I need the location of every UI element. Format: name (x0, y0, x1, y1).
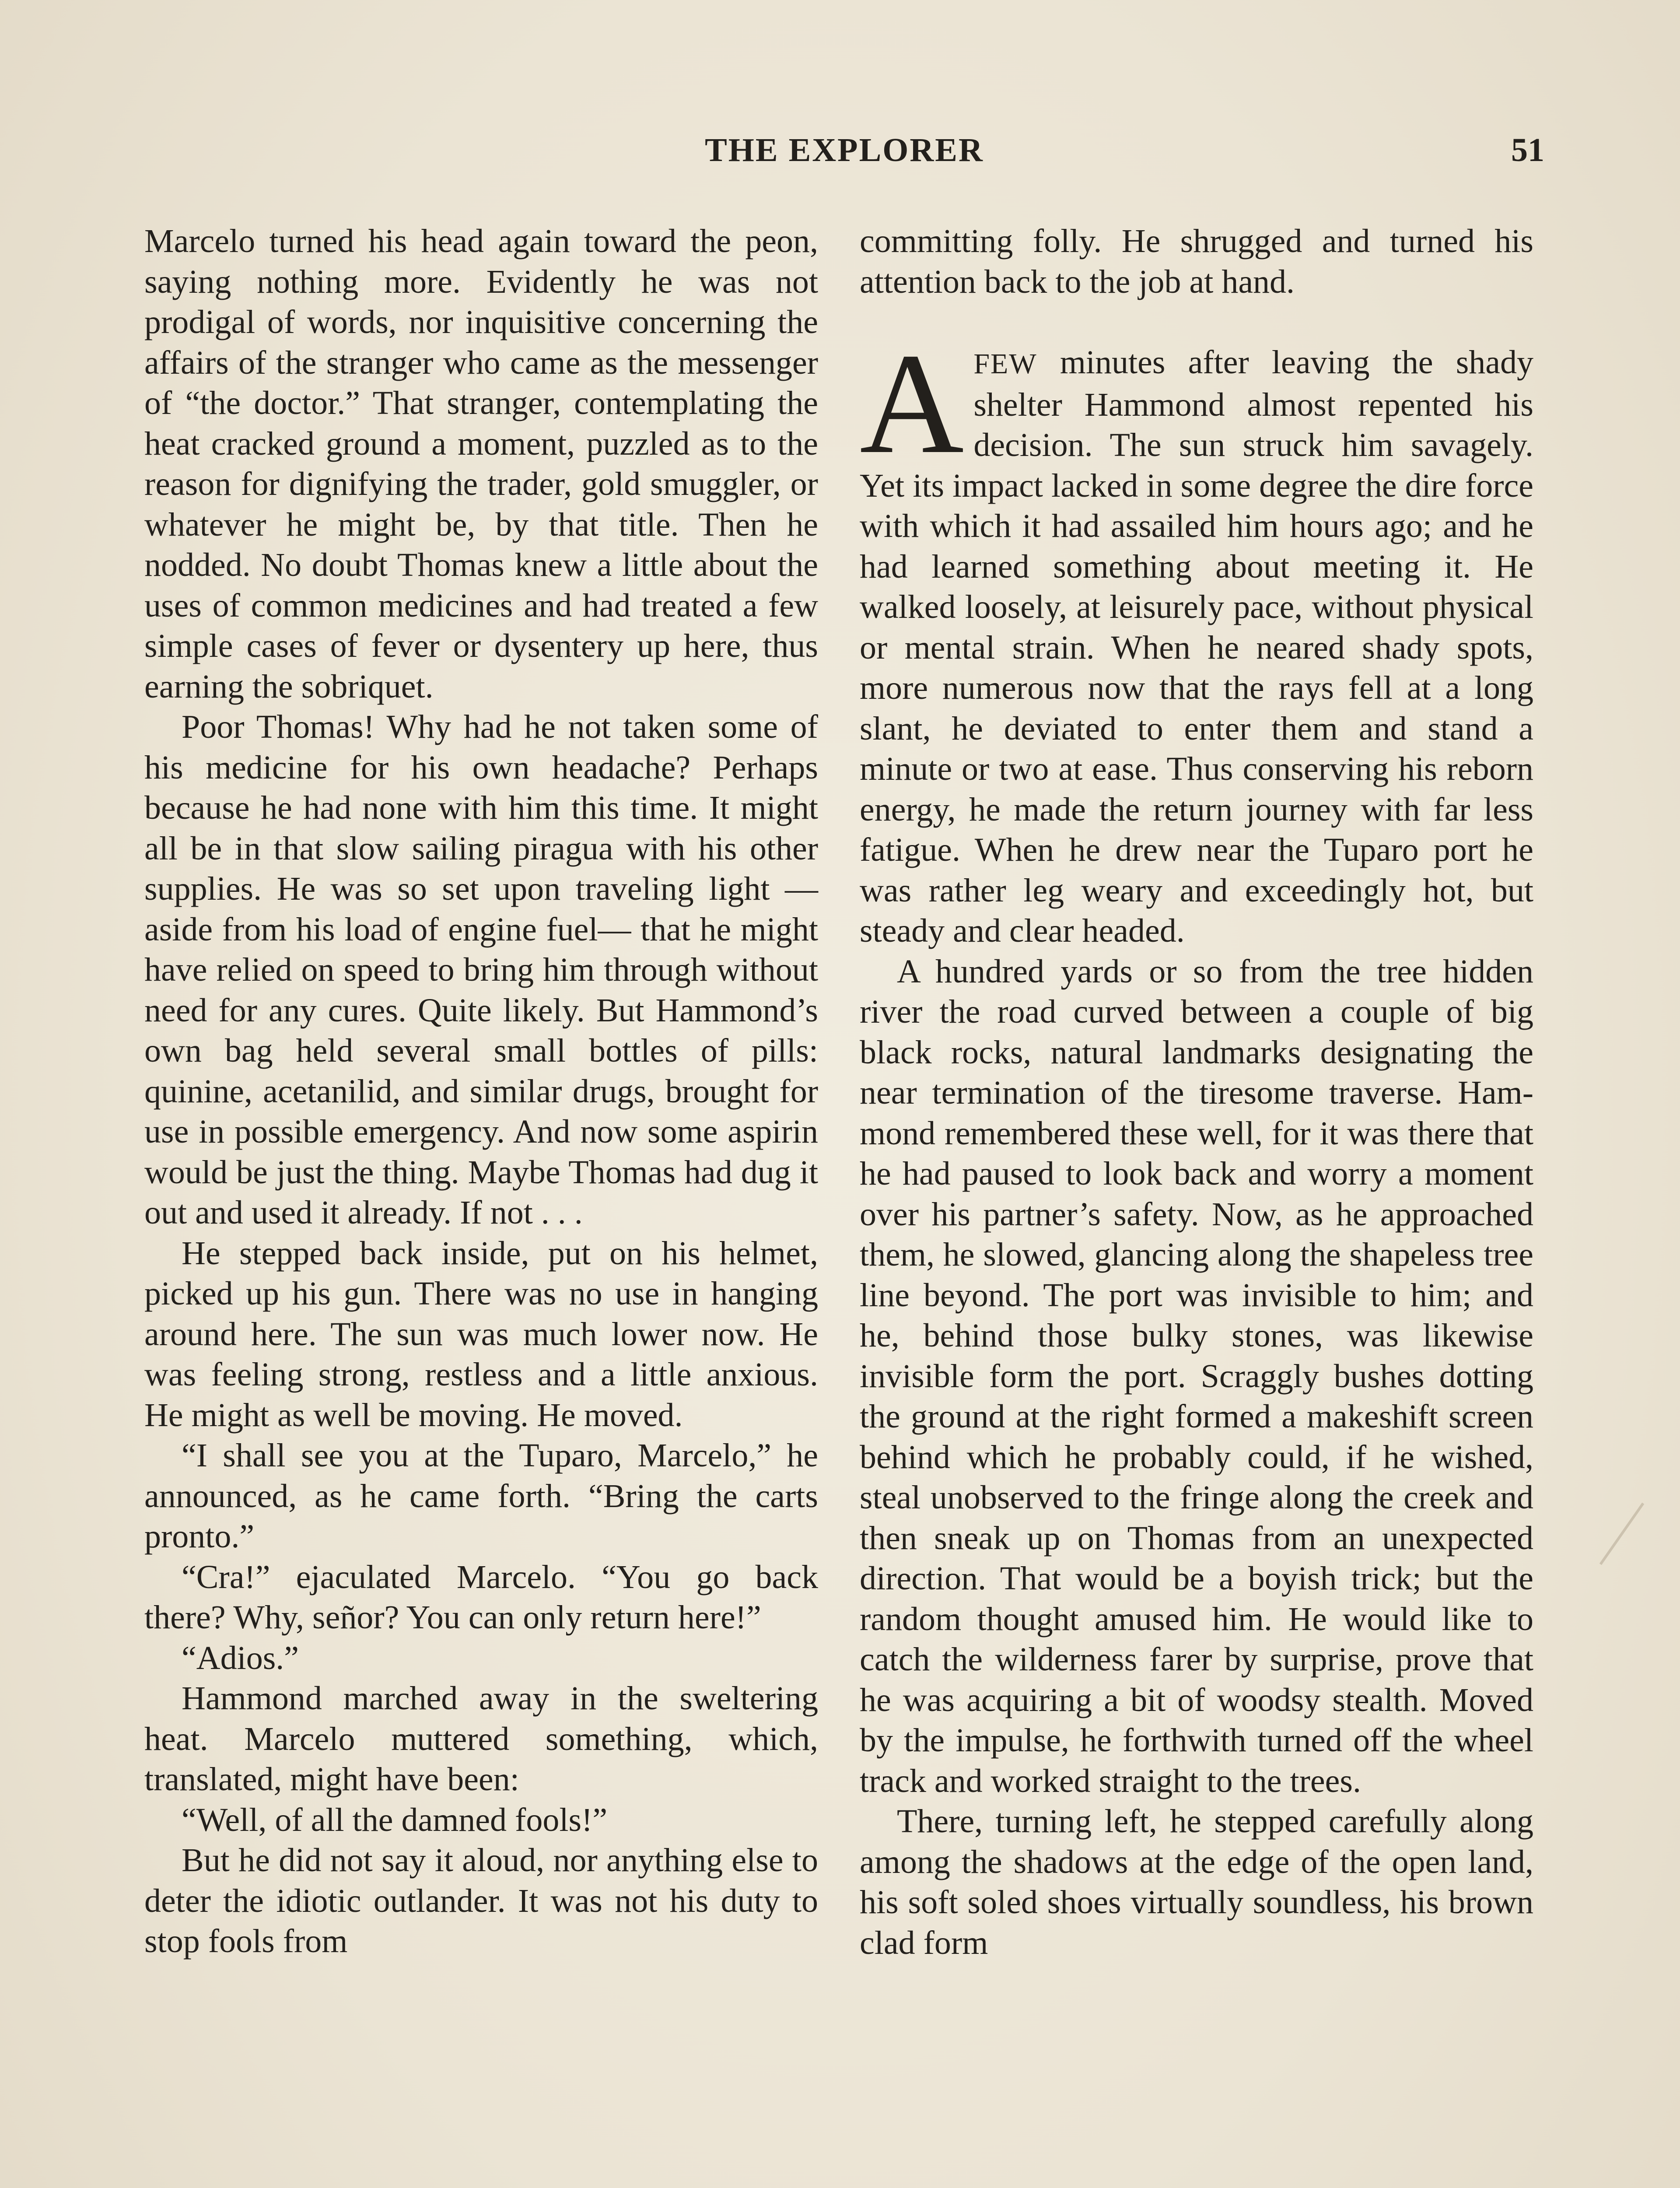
section-opening-text: minutes after leaving the shady shelter Hammond almost repented his decision. The sun struck him savagely. Yet its impact lacked in some degree the dire force with which it had assailed him hours ago; and he had learned something about meeting it. He walked loosely, at leisurely pace, without physical or mental strain. When he neared shady spots, more numerous now that the rays fell at a long slant, he deviated to enter them and stand a minute or two at ease. Thus conserving his reborn energy, he made the return journey with far less fatigue. When he drew near the Tuparo port he was rather leg weary and exceedingly hot, but steady and clear headed. (860, 344, 1533, 949)
paper-crease (1600, 1503, 1644, 1565)
section-opening-paragraph (860, 324, 1533, 951)
paragraph: A hundred yards or so from the tree hidden river the road curved between a couple of big black rocks, natural landmarks designating the near termination of the tiresome traverse. Hammond remembered these well, for it was there that he had paused to look back and worry a moment over his partner’s safety. Now, as he approached them, he slowed, glancing along the shapeless tree line beyond. The port was invisible to him; and he, behind those bulky stones, was likewise invisible form the port. Scraggly bushes dotting the ground at the right formed a makeshift screen behind which he probably could, if he wished, steal unobserved to the fringe along the creek and then sneak up on Thomas from an unexpected direction. That would be a boyish trick; but the random thought amused him. He would like to catch the wilderness farer by surprise, prove that he was acquiring a bit of woodsy stealth. Moved by the impulse, he forthwith turned off the wheel track and worked straight to the trees. (860, 953, 1533, 1799)
drop-cap: A (860, 324, 964, 484)
page-number: 51 (1511, 132, 1544, 168)
section-lead-words: FEW (973, 348, 1037, 380)
paragraph: He stepped back inside, put on his helmet, picked up his gun. There was no use in hanging around here. The sun was much lower now. He was feeling strong, restless and a little anxious. He might as well be moving. He moved. (144, 1234, 818, 1434)
paragraph: There, turning left, he stepped carefully along among the shadows at the edge of the open land, his soft soled shoes virtually soundless, his brown clad form (860, 1803, 1533, 1961)
paragraph: But he did not say it aloud, nor anything else to deter the idiotic outlander. It was not his duty to stop fools from (144, 1842, 818, 1960)
running-title: THE EXPLORER (705, 132, 984, 168)
paragraph: “Adios.” (182, 1639, 299, 1676)
paragraph: Hammond marched away in the sweltering heat. Marcelo muttered something, which, translated, might have been: (144, 1680, 818, 1798)
paragraph: Marcelo turned his head again toward the peon, saying nothing more. Evidently he was not prodigal of words, nor inquisitive concerning the affairs of the stranger who came as the messenger of “the doctor.” That stranger, contemplating the heat cracked ground a moment, puzzled as to the reason for dignifying the trader, gold smuggler, or whatever he might be, by that title. Then he nodded. No doubt Thomas knew a little about the uses of common medicines and had treated a few simple cases of fever or dysentery up here, thus earning the sobriquet. (144, 223, 818, 705)
paragraph: “Cra!” ejaculated Marcelo. “You go back there? Why, señor? You can only return here!” (144, 1558, 818, 1636)
page-header (144, 131, 1544, 179)
paragraph: “Well, of all the damned fools!” (182, 1801, 608, 1838)
left-column (144, 221, 818, 1962)
paragraph: “I shall see you at the Tuparo, Marcelo,” he announced, as he came forth. “Bring the carts pronto.” (144, 1437, 818, 1555)
continued-paragraph: committing folly. He shrugged and turned his attention back to the job at hand. (860, 223, 1533, 300)
right-column (860, 221, 1533, 1963)
paragraph: Poor Thomas! Why had he not taken some of his medicine for his own headache? Perhaps because he had none with him this time. It might all be in that slow sailing piragua with his other supplies. He was so set upon traveling light —aside from his load of engine fuel— that he might have relied on speed to bring him through without need for any cures. Quite likely. But Hammond’s own bag held several small bottles of pills: quinine, acetanilid, and similar drugs, brought for use in possible emergency. And now some aspirin would be just the thing. Maybe Thomas had dug it out and used it already. If not . . . (144, 708, 818, 1231)
